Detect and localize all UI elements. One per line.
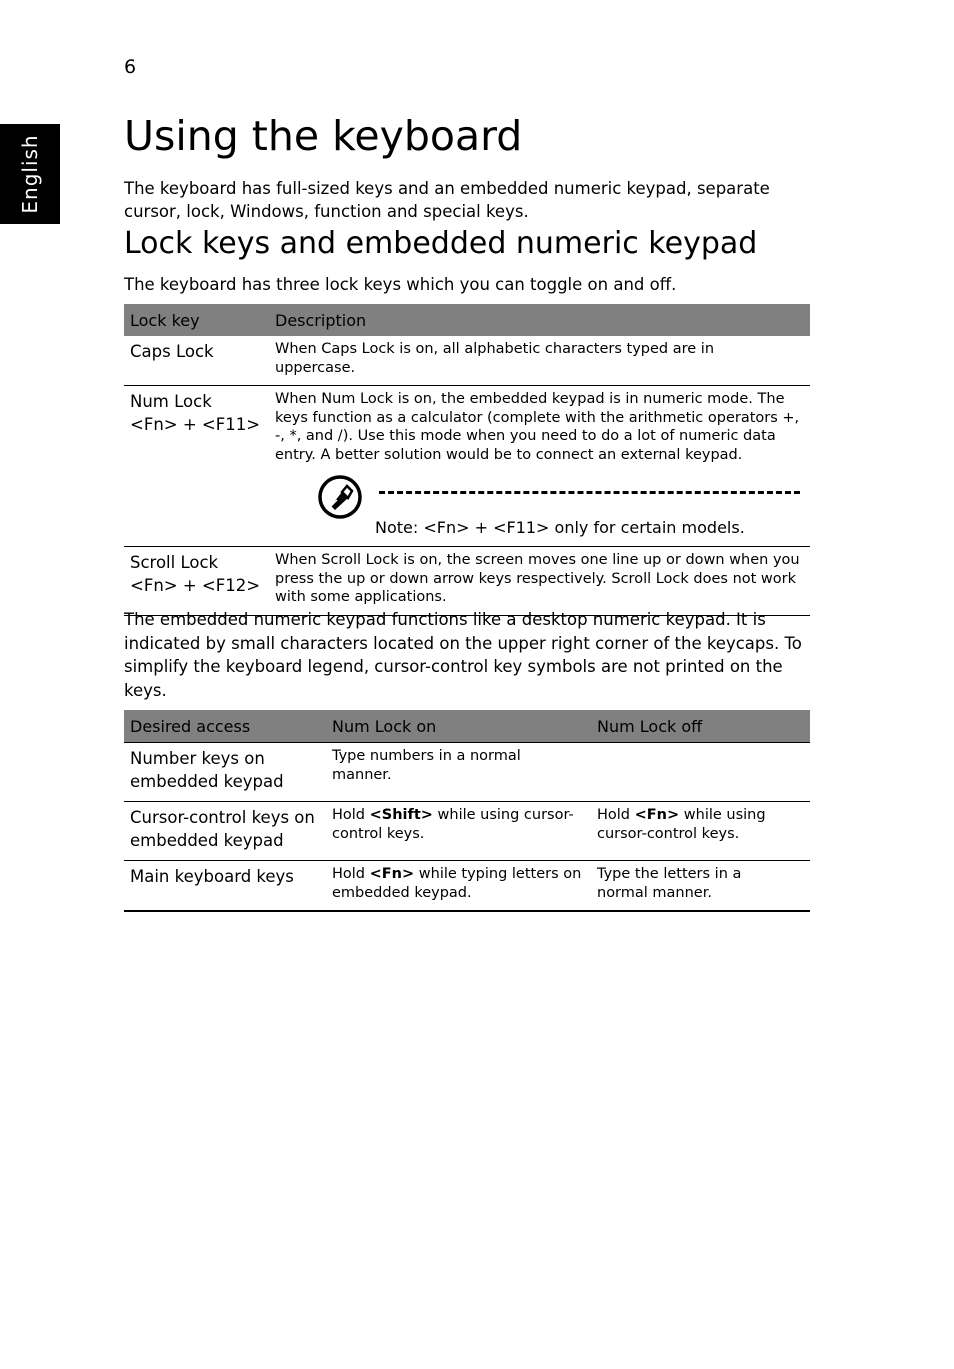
table-row bbox=[124, 547, 810, 616]
num-lock-on-text: Hold bbox=[332, 807, 370, 823]
lock-key-description: When Caps Lock is on, all alphabetic characters typed are in uppercase. bbox=[275, 341, 715, 376]
language-tab-label: English bbox=[18, 134, 42, 214]
column-header-desired-access: Desired access bbox=[124, 710, 326, 743]
lock-key-shortcut: <Fn> + <F12> bbox=[130, 576, 261, 595]
num-lock-off-text: while using cursor-control keys. bbox=[597, 807, 766, 842]
note-callout bbox=[275, 464, 806, 538]
num-lock-on-cell bbox=[326, 743, 591, 802]
lock-key-name: Num Lock bbox=[130, 392, 212, 411]
language-tab bbox=[0, 124, 60, 224]
table-header-row bbox=[124, 710, 810, 743]
column-header-num-lock-on: Num Lock on bbox=[326, 710, 591, 743]
table-header-row bbox=[124, 304, 810, 336]
lock-key-description: When Num Lock is on, the embedded keypad is in numeric mode. The keys function as a calculator (complete with the arithmetic operators +, -, *, and /). Use this mode when you need to do a lot of numeric data entry. A better solution would be to connect an external keypad. bbox=[275, 391, 800, 463]
lock-key-cell bbox=[124, 386, 269, 547]
description-cell bbox=[269, 386, 810, 547]
column-header-num-lock-off: Num Lock off bbox=[591, 710, 810, 743]
num-lock-on-text: Hold bbox=[332, 866, 370, 882]
note-pen-icon bbox=[317, 474, 363, 520]
page-title: Using the keyboard bbox=[124, 112, 523, 160]
lock-key-cell bbox=[124, 336, 269, 386]
num-lock-on-text: while using cursor-control keys. bbox=[332, 807, 574, 842]
num-lock-off-cell bbox=[591, 743, 810, 802]
key-name: <Shift> bbox=[369, 807, 433, 823]
description-cell bbox=[269, 547, 810, 616]
keypad-paragraph: The embedded numeric keypad functions like a desktop numeric keypad. It is indicated by small characters located on the upper right corner of the keycaps. To simplify the keyboard legend, cursor-control key symbols are not printed on the keys. bbox=[124, 610, 802, 700]
section-heading: Lock keys and embedded numeric keypad bbox=[124, 226, 758, 261]
section-intro: The keyboard has three lock keys which you can toggle on and off. bbox=[124, 275, 677, 294]
column-header-description: Description bbox=[269, 304, 810, 336]
num-lock-off-cell bbox=[591, 802, 810, 861]
lock-key-name: Caps Lock bbox=[130, 342, 214, 361]
page-number: 6 bbox=[124, 56, 137, 78]
num-lock-on-text: Type numbers in a normal manner. bbox=[332, 748, 521, 783]
lock-key-description: When Scroll Lock is on, the screen moves one line up or down when you press the up or down arrow keys respectively. Scroll Lock does not work with some applications. bbox=[275, 552, 800, 605]
table-row bbox=[124, 743, 810, 802]
num-lock-off-text: Hold bbox=[597, 807, 635, 823]
table-row bbox=[124, 802, 810, 861]
table-row bbox=[124, 861, 810, 912]
num-lock-on-text: while typing letters on embedded keypad. bbox=[332, 866, 582, 901]
lock-key-shortcut: <Fn> + <F11> bbox=[130, 415, 261, 434]
table-row bbox=[124, 336, 810, 386]
access-cell: Cursor-control keys on embedded keypad bbox=[124, 802, 326, 861]
access-cell: Main keyboard keys bbox=[124, 861, 326, 912]
column-header-lock-key: Lock key bbox=[124, 304, 269, 336]
num-lock-on-cell bbox=[326, 861, 591, 912]
key-name: <Fn> bbox=[369, 866, 415, 882]
lock-key-name: Scroll Lock bbox=[130, 553, 219, 572]
description-cell bbox=[269, 336, 810, 386]
key-name: <Fn> bbox=[634, 807, 680, 823]
num-lock-off-cell bbox=[591, 861, 810, 912]
lock-key-cell bbox=[124, 547, 269, 616]
lock-keys-table bbox=[124, 304, 810, 616]
note-text: Note: <Fn> + <F11> only for certain models. bbox=[375, 518, 745, 537]
table-row bbox=[124, 386, 810, 547]
access-cell: Number keys on embedded keypad bbox=[124, 743, 326, 802]
note-divider bbox=[379, 491, 800, 494]
num-lock-off-text: Type the letters in a normal manner. bbox=[597, 866, 742, 901]
keypad-access-table bbox=[124, 710, 810, 912]
intro-paragraph: The keyboard has full-sized keys and an embedded numeric keypad, separate cursor, lock, Windows, function and special keys. bbox=[124, 179, 770, 221]
num-lock-on-cell bbox=[326, 802, 591, 861]
